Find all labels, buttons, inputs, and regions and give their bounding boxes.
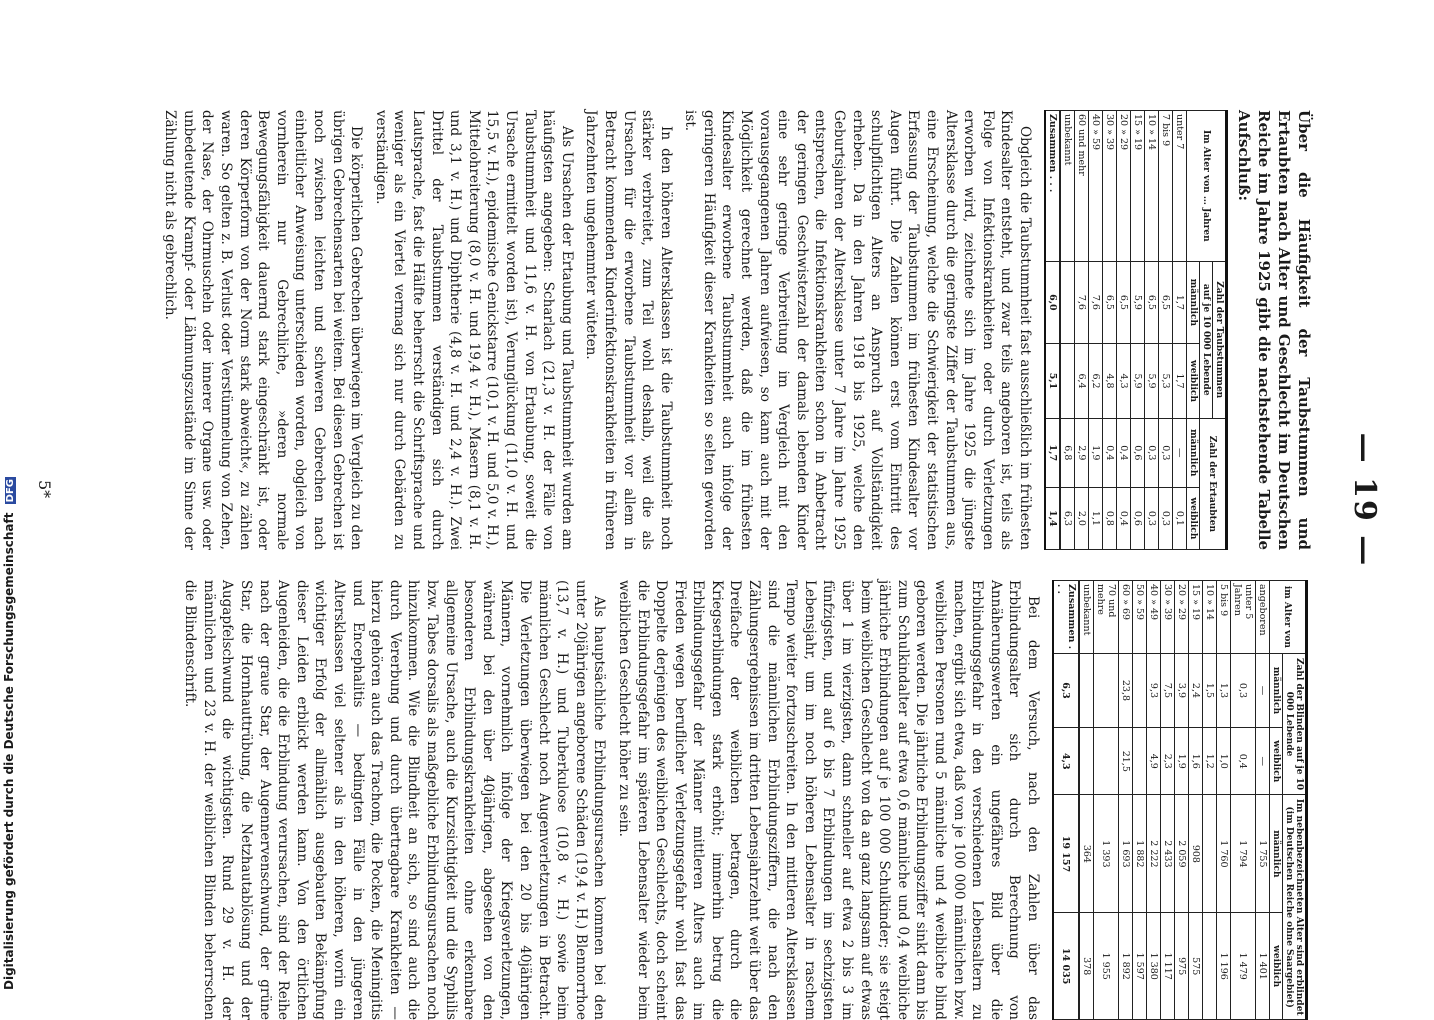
erblindet-col-female: weiblich xyxy=(1270,913,1283,1020)
table-row xyxy=(1075,111,1089,550)
erblindet-col-male: männlich xyxy=(1270,795,1283,913)
blind-paragraph: Bei dem Versuch, nach den Zahlen über das Erblindungsalter sich durch Berechnung von Annäherungswerten ein ungefähres Bild über die Erblindungsgefahr in den verschiedenen Lebensaltern zu machen, ergibt sich etwa, daß von je 100 000 männlichen bzw. weiblichen Personen rund 5 männliche und 4 weibliche blind geboren werden. Die jährliche Erblindungsziffer sinkt dann bis zum Schulkindalter auf etwa 0,6 männliche und 0,4 weibliche jährliche Erblindungen auf je 100 000 Schulkinder; sie steigt beim weiblichen Geschlecht von da an ganz langsam auf etwas über 1 im vierzigsten, dann schneller auf etwa 2 bis 3 im fünfzigsten, und auf 6 bis 7 Erblindungen im sechzigsten Lebensjahr, um im noch höheren Lebensalter in raschem Tempo weiter fortzuschreiten. In den mittleren Altersklassen sind die männlichen Erblindungsziffern, die nach den Zählungsergebnissen im dritten Lebensjahrzehnt weit über das Dreifache der weiblichen betragen, durch die Kriegserblindungen stark erhöht; immerhin betrug die Erblindungsgefahr der Männer mittleren Alters auch im Frieden wegen beruflicher Verletzungsgefahr wohl fast das Doppelte derjenigen des weiblichen Geschlechts, doch scheint die Erblindungsgefahr im späteren Lebensalter wieder beim weiblichen Geschlecht höher zu sein. xyxy=(615,580,1041,1020)
table-cell: 1 196 xyxy=(1217,913,1231,1020)
table-cell: Zusammen . . . xyxy=(1045,111,1060,262)
table-cell: 15 » 19 xyxy=(1189,581,1203,654)
table-cell xyxy=(1060,344,1075,419)
table-cell: 1 479 xyxy=(1231,913,1256,1020)
table-cell: 2,9 xyxy=(1075,418,1089,487)
table-row xyxy=(1131,111,1145,550)
table-cell: 50 » 59 xyxy=(1133,581,1147,654)
table-cell: 1,5 xyxy=(1203,653,1217,727)
table-cell: 5,3 xyxy=(1159,344,1173,419)
dfg-logo: DFG xyxy=(5,479,16,503)
table-row xyxy=(1159,111,1173,550)
table-cell: 20 » 29 xyxy=(1117,111,1131,262)
table-cell xyxy=(1133,728,1147,795)
table-cell: 4,9 xyxy=(1147,728,1161,795)
table-cell: 60 und mehr xyxy=(1075,111,1089,262)
table-cell: 20 » 29 xyxy=(1175,581,1189,654)
table-cell: 5,1 xyxy=(1045,344,1060,419)
table-cell: 364 xyxy=(1079,795,1094,913)
table-cell: 60 » 69 xyxy=(1119,581,1133,654)
table-cell: 0,3 xyxy=(1145,487,1159,549)
table-cell: 15 » 19 xyxy=(1131,111,1145,262)
table-cell: 2,4 xyxy=(1189,653,1203,727)
table-cell: 0,4 xyxy=(1117,418,1131,487)
blind-col-age: im Alter von xyxy=(1270,581,1307,654)
deaf-table-body xyxy=(1060,111,1187,550)
table-cell: 1,7 xyxy=(1045,418,1060,487)
table-cell: unter 7 xyxy=(1173,111,1187,262)
table-cell: 0,4 xyxy=(1231,728,1256,795)
table-row xyxy=(1189,581,1203,1020)
table-cell: 6,5 xyxy=(1103,261,1117,344)
credit-text: Digitalisierung gefördert durch die Deutsche Forschungsgemeinschaft xyxy=(2,512,16,990)
table-cell: 378 xyxy=(1079,913,1094,1020)
table-cell: unbekannt xyxy=(1079,581,1094,654)
blind-paragraph: Als hauptsächliche Erblindungsursachen kommen bei den unter 20jährigen angeborene Schäden (19,4 v. H.) Blennorrhoe (13,7 v. H.) und Tuberkulose (10,8 v. H.) sowie beim männlichen Geschlecht noch Augenverletzungen in Betracht. Die Verletzungen überwiegen bei den 20 bis 40jährigen Männern, vornehmlich infolge der Kriegsverletzungen, während bei den über 40jährigen, abgesehen von den besonderen Erblindungskrankheiten ohne erkennbare allgemeine Ursache, auch die Kurzsichtigkeit und die Syphilis bzw. Tabes dorsalis als maßgebliche Erblindungsursachen noch hinzukommen. Wie die Blindheit an sich, so sind auch die durch Vererbung und durch übertragbare Krankheiten — hierzu gehören auch das Trachom, die Pocken, die Meningitis und Encephalitis — bedingten Fälle in den jüngeren Altersklassen viel seltener als in den höheren, worin ein wichtiger Erfolg der allmählich ausgebauten Bekämpfung dieser Leiden erblickt werden kann. Von den örtlichen Augenleiden, die die Erblindung verursachen, sind der Reihe nach der graue Star, der Augennervenschwund, der grüne Star, die Hornhauttrübung, die Netzhautablösung und der Augapfelschwund die wichtigsten. Rund 29 v. H. der männlichen und 23 v. H. der weiblichen Blinden beherrschen die Blindenschrift. xyxy=(182,580,608,1020)
table-cell: 1 380 xyxy=(1147,913,1161,1020)
table-cell: 0,8 xyxy=(1103,487,1117,549)
table-cell: 0,4 xyxy=(1117,487,1131,549)
table-cell: 6,3 xyxy=(1053,653,1079,727)
table-cell: 1 393 xyxy=(1094,795,1119,913)
table-cell: 2,3 xyxy=(1161,728,1175,795)
deaf-col-female: weiblich xyxy=(1187,344,1200,419)
table-cell: 1,2 xyxy=(1203,728,1217,795)
deaf-col-male: männlich xyxy=(1187,261,1200,344)
table-row xyxy=(1060,111,1075,550)
table-cell: 6,8 xyxy=(1060,418,1075,487)
table-cell: 1 597 xyxy=(1133,913,1147,1020)
table-cell: 6,5 xyxy=(1159,261,1173,344)
table-cell: 10 » 14 xyxy=(1203,581,1217,654)
column-blind xyxy=(175,580,1314,1020)
table-cell: 0,3 xyxy=(1159,487,1173,549)
table-row xyxy=(1175,581,1189,1020)
table-cell: 6,5 xyxy=(1117,261,1131,344)
table-cell: 70 und mehre xyxy=(1094,581,1119,654)
digitization-credit xyxy=(2,10,16,990)
table-cell: 7 bis 9 xyxy=(1159,111,1173,262)
deaf-paragraph: Als Ursachen der Ertaubung und Taubstummheit wurden am häufigsten angegeben: Scharlach (21,3 v. H. der Fälle von Taubstummheit und 11,6 v. H. von Ertaubung, soweit die Ursache ermittelt worden ist), Verunglückung (11,0 v. H. und 15,5 v. H.), epidemische Genickstarre (10,1 v. H. und 5,0 v. H.), Mittelohreiterung (8,0 v. H. und 19,4 v. H.), Masern (8,1 v. H. und 3,1 v. H.) und Diphtherie (4,8 v. H. und 2,4 v. H.). Zwei Drittel der Taubstummen verständigen sich durch Lautsprache, fast die Hälfte beherrscht die Schriftsprache und weniger als ein Viertel vermag sich nur durch Gebärden zu verständigen. xyxy=(372,110,575,550)
deaf-table xyxy=(1044,110,1228,550)
blind-sum-row xyxy=(1053,581,1079,1020)
table-cell: 1,3 xyxy=(1217,653,1231,727)
table-cell: 1 794 xyxy=(1231,795,1256,913)
table-row xyxy=(1147,581,1161,1020)
table-cell: 1,7 xyxy=(1173,344,1187,419)
table-cell xyxy=(1203,795,1217,913)
table-cell: 0,3 xyxy=(1145,418,1159,487)
table-cell: 23,8 xyxy=(1119,653,1133,727)
table-cell: 1 401 xyxy=(1256,913,1270,1020)
table-row xyxy=(1161,581,1175,1020)
table-cell: 10 » 14 xyxy=(1145,111,1159,262)
table-cell: 7,6 xyxy=(1089,261,1103,344)
table-cell: 4,3 xyxy=(1053,728,1079,795)
deaf-col-age: Im Alter von … Jahren xyxy=(1187,111,1227,262)
table-row xyxy=(1079,581,1094,1020)
table-cell: 7,5 xyxy=(1161,653,1175,727)
table-cell: 7,6 xyxy=(1075,261,1089,344)
table-cell: 3,9 xyxy=(1175,653,1189,727)
rotated-page-content xyxy=(20,0,1434,1020)
table-cell: 6,2 xyxy=(1089,344,1103,419)
deafened-col-male: männlich xyxy=(1187,418,1200,487)
table-cell: 6,0 xyxy=(1045,261,1060,344)
table-cell xyxy=(1079,653,1094,727)
table-row xyxy=(1217,581,1231,1020)
deafened-col-female: weiblich xyxy=(1187,487,1200,549)
deaf-paragraph: In den höheren Altersklassen ist die Taubstummheit noch stärker verbreitet, zum Teil wohl deshalb, weil die als Ursachen für die erworbene Taubstummheit vor allem in Betracht kommenden Kinderinfektionskrankheiten in früheren Jahrzehnten ungehemmter wüteten. xyxy=(583,110,674,550)
table-cell: 0,6 xyxy=(1131,418,1145,487)
deaf-group-deaf: Zahl der Taubstummen xyxy=(1213,261,1227,418)
table-cell: 14 035 xyxy=(1053,913,1079,1020)
table-cell: 0,6 xyxy=(1131,487,1145,549)
blind-col-male: männlich xyxy=(1270,653,1283,727)
table-row xyxy=(1133,581,1147,1020)
table-row xyxy=(1231,581,1256,1020)
blind-col-female: weiblich xyxy=(1270,728,1283,795)
table-cell: 1,7 xyxy=(1173,261,1187,344)
table-cell: — xyxy=(1256,653,1270,727)
table-cell xyxy=(1203,913,1217,1020)
column-deaf xyxy=(155,110,1314,550)
table-cell: 1 693 xyxy=(1119,795,1133,913)
table-cell: 0,3 xyxy=(1231,653,1256,727)
table-cell: 4,3 xyxy=(1117,344,1131,419)
table-cell: 1 755 xyxy=(1256,795,1270,913)
deaf-paragraph: Die körperlichen Gebrechen überwiegen im Vergleich zu den übrigen Gebrechensarten bei weitem. Bei diesen Gebrechen ist noch zwischen leichten und schweren Gebrechen nach einheitlicher Anweisung unterschieden worden, obgleich von vornherein nur Gebrechliche, »deren normale Bewegungsfähigkeit dauernd stark eingeschränkt ist, oder deren Körperform von der Norm stark abweicht«, zu zählen waren. So gelten z. B. Verlust oder Verstümmelung von Zehen, der Nase, der Ohrmuscheln oder innerer Organe usw. oder unbedeutende Krampf- oder Lähmungszustände im Sinne der Zählung nicht als gebrechlich. xyxy=(162,110,365,550)
table-cell: — xyxy=(1256,728,1270,795)
blind-table-body xyxy=(1079,581,1270,1020)
deaf-section-title: Über die Häufigkeit der Taubstummen und Ertaubten nach Alter und Geschlecht im Deutschen Reiche im Jahre 1925 gibt die nachstehende Tabelle Aufschluß: xyxy=(1235,110,1313,550)
printer-signature: 5* xyxy=(35,480,54,499)
table-cell: 21,5 xyxy=(1119,728,1133,795)
table-cell: 1 882 xyxy=(1133,795,1147,913)
table-row xyxy=(1173,111,1187,550)
table-cell: Zusammen . . . xyxy=(1053,581,1079,654)
table-cell: 30 » 39 xyxy=(1103,111,1117,262)
table-cell: 30 » 39 xyxy=(1161,581,1175,654)
table-cell: 40 » 49 xyxy=(1147,581,1161,654)
table-cell: 5,9 xyxy=(1131,261,1145,344)
scanned-page xyxy=(20,0,1434,1020)
table-cell: 575 xyxy=(1189,913,1203,1020)
table-cell: 1 117 xyxy=(1161,913,1175,1020)
table-cell xyxy=(1133,653,1147,727)
table-cell: 5,9 xyxy=(1145,344,1159,419)
table-row xyxy=(1117,111,1131,550)
deaf-group-per: auf je 10 000 Lebende xyxy=(1200,261,1213,418)
table-cell: 908 xyxy=(1189,795,1203,913)
table-row xyxy=(1119,581,1133,1020)
table-cell: 2 059 xyxy=(1175,795,1189,913)
table-cell: 4,8 xyxy=(1103,344,1117,419)
table-cell xyxy=(1060,261,1075,344)
table-cell xyxy=(1094,728,1119,795)
table-cell: 2,0 xyxy=(1075,487,1089,549)
table-cell: 1 955 xyxy=(1094,913,1119,1020)
deaf-group-deafened: Zahl der Ertaubten xyxy=(1200,418,1227,549)
table-cell: 0,3 xyxy=(1159,418,1173,487)
table-row xyxy=(1103,111,1117,550)
table-cell: unter 5 Jahren xyxy=(1231,581,1256,654)
blind-table xyxy=(1052,580,1308,1020)
page-number: — 19 — xyxy=(1347,432,1382,568)
blind-group-per: Zahl der Blinden auf je 10 000 Lebende xyxy=(1283,653,1307,795)
table-row xyxy=(1256,581,1270,1020)
table-cell: 19 157 xyxy=(1053,795,1079,913)
blind-group-erblindet: Im nebenbezeichneten Alter sind erblindet (im Deutschen Reiche ohne Saargebiet) xyxy=(1283,795,1307,1020)
table-cell: 1 892 xyxy=(1119,913,1133,1020)
table-cell: — xyxy=(1173,418,1187,487)
table-cell: 1,4 xyxy=(1045,487,1060,549)
table-cell: 0,4 xyxy=(1103,418,1117,487)
table-cell: 6,4 xyxy=(1075,344,1089,419)
table-cell: 1,9 xyxy=(1175,728,1189,795)
table-cell: 2 222 xyxy=(1147,795,1161,913)
table-row xyxy=(1145,111,1159,550)
table-cell: 0,1 xyxy=(1173,487,1187,549)
table-cell: unbekannt xyxy=(1060,111,1075,262)
table-cell: 40 » 59 xyxy=(1089,111,1103,262)
table-row xyxy=(1089,111,1103,550)
table-cell: 1,1 xyxy=(1089,487,1103,549)
table-cell: 2 433 xyxy=(1161,795,1175,913)
deaf-sum-row xyxy=(1045,111,1060,550)
table-cell: 6,3 xyxy=(1060,487,1075,549)
table-cell: 9,3 xyxy=(1147,653,1161,727)
table-cell: 5,9 xyxy=(1131,344,1145,419)
side-credit-strip xyxy=(0,0,20,1000)
deaf-paragraph: Obgleich die Taubstummheit fast ausschließlich im frühesten Kindesalter entsteht, und zwar teils angeboren ist, teils als Folge von Infektionskrankheiten oder durch Verletzungen erworben wird, zeichnete sich im Jahre 1925 die jüngste Altersklasse durch die geringste Ziffer der Taubstummen aus, eine Erscheinung, welche die Schwierigkeit der statistischen Erfassung der Taubstummen im frühesten Kindesalter vor Augen führt. Die Zahlen können erst vom Eintritt des schulpflichtigen Alters an Anspruch auf Vollständigkeit erheben. Da in den Jahren 1918 bis 1925, welche den Geburtsjahren der Altersklasse unter 7 Jahre im Jahre 1925 entsprechen, die Infektionskrankheiten schon in Anbetracht der geringen Geschwisterzahl der damals lebenden Kinder eine sehr geringe Verbreitung im Vergleich mit den vorausgegangenen Jahren aufwiesen, so kann auch mit der Möglichkeit gerechnet werden, daß die im frühesten Kindesalter erworbene Taubstummheit auch infolge der geringeren Häufigkeit dieser Krankheiten so selten geworden ist. xyxy=(682,110,1033,550)
table-row xyxy=(1203,581,1217,1020)
table-cell xyxy=(1079,728,1094,795)
table-cell: angeboren xyxy=(1256,581,1270,654)
table-cell: 1,0 xyxy=(1217,728,1231,795)
table-cell: 1,9 xyxy=(1089,418,1103,487)
table-row xyxy=(1094,581,1119,1020)
table-cell: 1,6 xyxy=(1189,728,1203,795)
table-cell xyxy=(1094,653,1119,727)
table-cell: 975 xyxy=(1175,913,1189,1020)
table-cell: 5 bis 9 xyxy=(1217,581,1231,654)
table-cell: 1 760 xyxy=(1217,795,1231,913)
table-cell: 6,5 xyxy=(1145,261,1159,344)
